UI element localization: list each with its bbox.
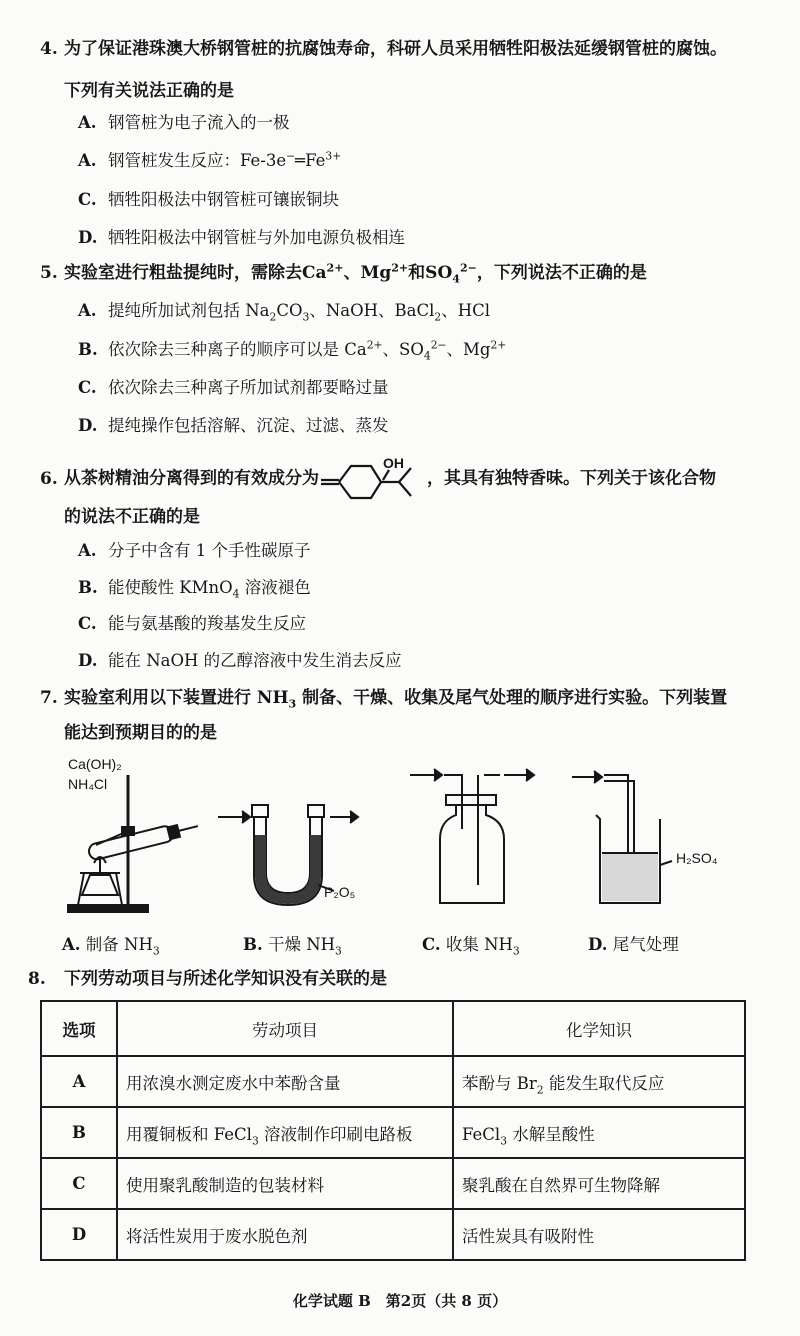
acid-h2so4: H₂SO₄ xyxy=(676,850,718,866)
q5-option-a[interactable]: A. 提纯所加试剂包括 $Na_2CO_3$、NaOH、BaCl$_2$、HCl xyxy=(78,301,491,324)
caption-b: B. 干燥 $NH_3$ xyxy=(243,935,342,958)
q6-option-c[interactable]: C. 能与氨基酸的羧基发生反应 xyxy=(78,614,306,633)
apparatus-a-heating-tube xyxy=(68,775,200,912)
q6-stem: 6. 从茶树精油分离得到的有效成分为 OH ，其具有独特香味。下列关于该化合物 xyxy=(40,456,800,502)
q8-stem: 8. 下列劳动项目与所述化学知识没有关联的是 xyxy=(28,969,387,989)
caption-c: C. 收集 $NH_3$ xyxy=(422,935,520,958)
q4-option-b[interactable]: A. 钢管桩发生反应：$Fe-3e^-═Fe^{3+}$ xyxy=(78,149,342,170)
reagent-caoh2: Ca(OH)₂ xyxy=(68,756,122,772)
oh-label: OH xyxy=(383,456,404,471)
table-header-row xyxy=(41,1001,745,1056)
page-footer: 化学试题 B 第2页（共 8 页） xyxy=(292,1292,508,1310)
apparatus-c-collection-bottle xyxy=(410,769,534,903)
q7-stem: 7. 实验室利用以下装置进行 $NH_3$ 制备、干燥、收集及尾气处理的顺序进行实验。下列装置 xyxy=(40,688,728,711)
caption-d: D. 尾气处理 xyxy=(588,935,679,954)
q6-option-d[interactable]: D. 能在 NaOH 的乙醇溶液中发生消去反应 xyxy=(78,651,402,670)
header-chem: 化学知识 xyxy=(453,1001,745,1056)
table-row: B 用覆铜板和 FeCl$_3$ 溶液制作印刷电路板 FeCl$_3$ 水解呈酸性 xyxy=(41,1107,745,1158)
q7-stem-line2: 能达到预期目的的是 xyxy=(64,723,217,743)
q5-stem: 5. 实验室进行粗盐提纯时，需除去$Ca^{2+}$、$Mg^{2+}$和$SO_4^{2-}$，下列说法不正确的是 xyxy=(40,261,647,286)
apparatus-d-beaker xyxy=(572,771,672,903)
q4-option-a[interactable]: A. 钢管桩为电子流入的一极 xyxy=(78,113,290,132)
q4-stem-line2: 下列有关说法正确的是 xyxy=(64,81,234,101)
table-row: A 用浓溴水测定废水中苯酚含量 苯酚与 $Br_2$ 能发生取代反应 xyxy=(41,1056,745,1107)
header-option: 选项 xyxy=(41,1001,117,1056)
q5-option-c[interactable]: C. 依次除去三种离子所加试剂都要略过量 xyxy=(78,378,389,397)
table-row: C 使用聚乳酸制造的包装材料 聚乳酸在自然界可生物降解 xyxy=(41,1158,745,1209)
q4-option-d[interactable]: D. 牺牲阳极法中钢管桩与外加电源负极相连 xyxy=(78,228,405,247)
q4-stem xyxy=(40,38,800,60)
q4-option-c[interactable]: C. 牺牲阳极法中钢管桩可镶嵌铜块 xyxy=(78,190,339,209)
caption-a: A. 制备 $NH_3$ xyxy=(62,935,160,958)
reagent-nh4cl: NH₄Cl xyxy=(68,776,108,792)
dryer-p2o5: P₂O₅ xyxy=(324,884,356,900)
q5-option-b[interactable]: B. 依次除去三种离子的顺序可以是 $Ca^{2+}$、$SO_4^{2-}$、$Mg^{2+}$ xyxy=(78,338,507,363)
q6-stem-line2: 的说法不正确的是 xyxy=(64,507,200,527)
question-number: 4. xyxy=(40,39,58,59)
apparatus-figure xyxy=(60,755,760,925)
q4-stem-line1: 为了保证港珠澳大桥钢管桩的抗腐蚀寿命，科研人员采用牺牲阳极法延缓钢管桩的腐蚀。 xyxy=(64,39,727,59)
q8-table xyxy=(40,1000,746,1261)
q5-option-d[interactable]: D. 提纯操作包括溶解、沉淀、过滤、蒸发 xyxy=(78,416,389,435)
terpineol-structure xyxy=(319,456,427,502)
header-labor: 劳动项目 xyxy=(117,1001,453,1056)
table-row: D 将活性炭用于废水脱色剂 活性炭具有吸附性 xyxy=(41,1209,745,1260)
q6-option-b[interactable]: B. 能使酸性 KMnO$_4$ 溶液褪色 xyxy=(78,578,311,601)
q6-option-a[interactable]: A. 分子中含有 1 个手性碳原子 xyxy=(78,541,311,560)
